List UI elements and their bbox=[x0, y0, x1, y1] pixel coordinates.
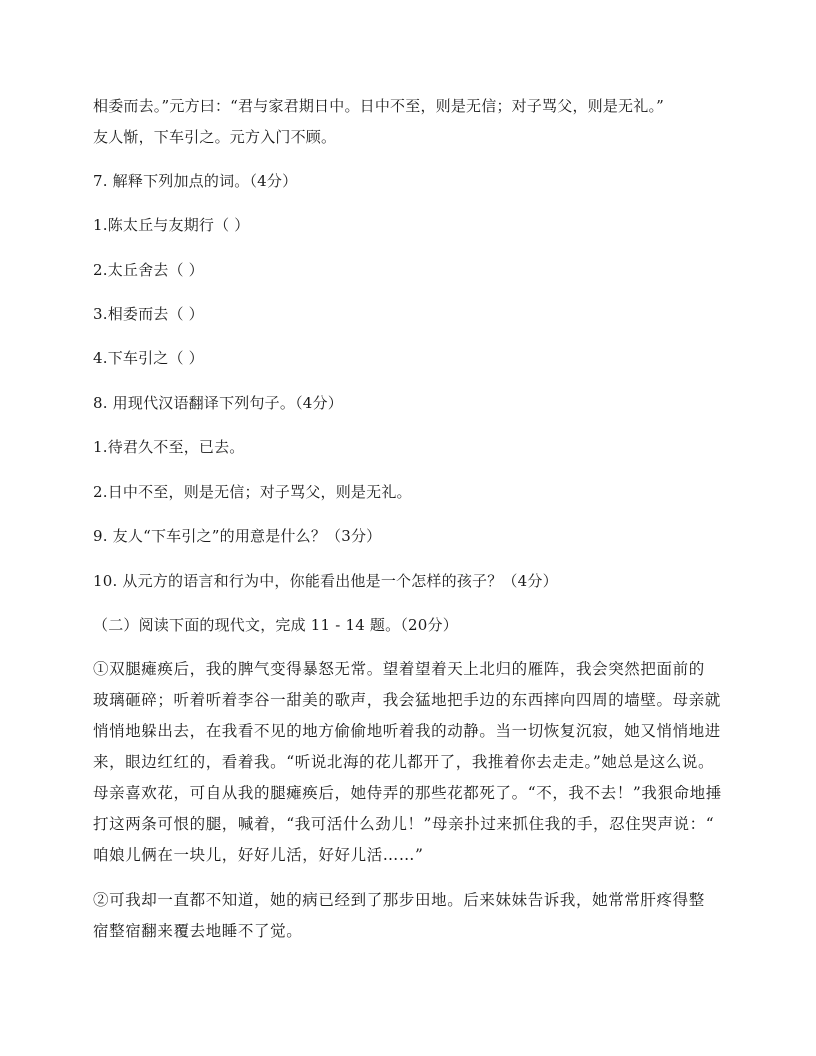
question-8-item-1: 1.待君久不至，已去。 bbox=[93, 438, 245, 456]
classical-text-line-2: 友人惭，下车引之。元方入门不顾。 bbox=[93, 128, 337, 146]
question-7-title: 7. 解释下列加点的词。（4分） bbox=[93, 172, 298, 190]
section-2-title: （二）阅读下面的现代文，完成 11 - 14 题。（20分） bbox=[93, 616, 458, 634]
question-8-item-2: 2.日中不至，则是无信；对子骂父，则是无礼。 bbox=[93, 483, 412, 501]
passage-p1-line-6: 打这两条可恨的腿，喊着，“我可活什么劲儿！”母亲扑过来抓住我的手，忍住哭声说：“ bbox=[93, 815, 715, 833]
passage-p2-line-2: 宿整宿翻来覆去地睡不了觉。 bbox=[93, 922, 303, 940]
passage-p1-line-3: 悄悄地躲出去，在我看不见的地方偷偷地听着我的动静。当一切恢复沉寂，她又悄悄地进 bbox=[93, 722, 721, 740]
question-7-item-2: 2.太丘舍去（ ） bbox=[93, 261, 204, 279]
question-7-item-3: 3.相委而去（ ） bbox=[93, 305, 204, 323]
passage-p1-line-4: 来，眼边红红的，看着我。“听说北海的花儿都开了，我推着你去走走。”她总是这么说。 bbox=[93, 753, 715, 771]
passage-p1-line-5: 母亲喜欢花，可自从我的腿瘫痪后，她侍弄的那些花都死了。“不，我不去！”我狠命地捶 bbox=[93, 784, 722, 802]
passage-p1-line-2: 玻璃砸碎；听着听着李谷一甜美的歌声，我会猛地把手边的东西摔向四周的墙壁。母亲就 bbox=[93, 691, 721, 709]
classical-text-line-1: 相委而去。”元方曰：“君与家君期日中。日中不至，则是无信；对子骂父，则是无礼。” bbox=[93, 97, 665, 115]
passage-p1-line-1: ①双腿瘫痪后，我的脾气变得暴怒无常。望着望着天上北归的雁阵，我会突然把面前的 bbox=[93, 660, 705, 678]
question-8-title: 8. 用现代汉语翻译下列句子。（4分） bbox=[93, 394, 343, 412]
question-10-title: 10. 从元方的语言和行为中，你能看出他是一个怎样的孩子？（4分） bbox=[93, 572, 558, 590]
question-7-item-4: 4.下车引之（ ） bbox=[93, 349, 204, 367]
question-7-item-1: 1.陈太丘与友期行（ ） bbox=[93, 216, 250, 234]
question-9-title: 9. 友人“下车引之”的用意是什么？（3分） bbox=[93, 527, 382, 545]
passage-p2-line-1: ②可我却一直都不知道，她的病已经到了那步田地。后来妹妹告诉我，她常常肝疼得整 bbox=[93, 891, 705, 909]
passage-p1-line-7: 咱娘儿俩在一块儿，好好儿活，好好儿活……” bbox=[93, 846, 424, 864]
